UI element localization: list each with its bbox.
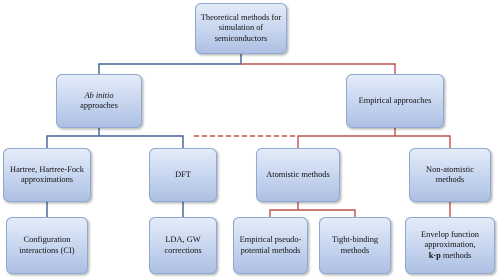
- node-theoretical-methods: Theoretical methods for simulation of semiconductors: [195, 3, 287, 54]
- node-non-atomistic: Non-atomistic methods: [409, 148, 491, 202]
- node-dft: DFT: [149, 148, 217, 202]
- node-tight-binding: Tight-binding methods: [319, 217, 391, 274]
- node-empirical: Empirical approaches: [346, 74, 444, 128]
- node-ab-initio: [56, 74, 142, 128]
- ab-initio-italic-text: Ab initio: [84, 90, 114, 100]
- link-empirical-children: [298, 128, 450, 148]
- ab-initio-rest-text: approaches: [80, 101, 118, 110]
- node-lda-gw: LDA, GW corrections: [149, 217, 217, 274]
- link-root-abinitio: [99, 54, 241, 74]
- node-configuration-interactions: Configuration interactions (CI): [6, 217, 88, 274]
- link-atomistic-children: [270, 202, 355, 217]
- kp-bold-text: k·p: [428, 250, 441, 260]
- node-hartree: Hartree, Hartree-Fock approximations: [3, 148, 91, 202]
- envelop-end-text: methods: [442, 250, 472, 260]
- link-root-empirical: [241, 64, 395, 74]
- node-empirical-pseudopotential: Empirical pseudo-potential methods: [233, 217, 308, 274]
- node-atomistic: Atomistic methods: [256, 148, 340, 202]
- node-envelop-function: [405, 217, 495, 274]
- link-abinitio-children: [47, 128, 183, 148]
- envelop-main-text: Envelop function approximation,: [421, 230, 479, 250]
